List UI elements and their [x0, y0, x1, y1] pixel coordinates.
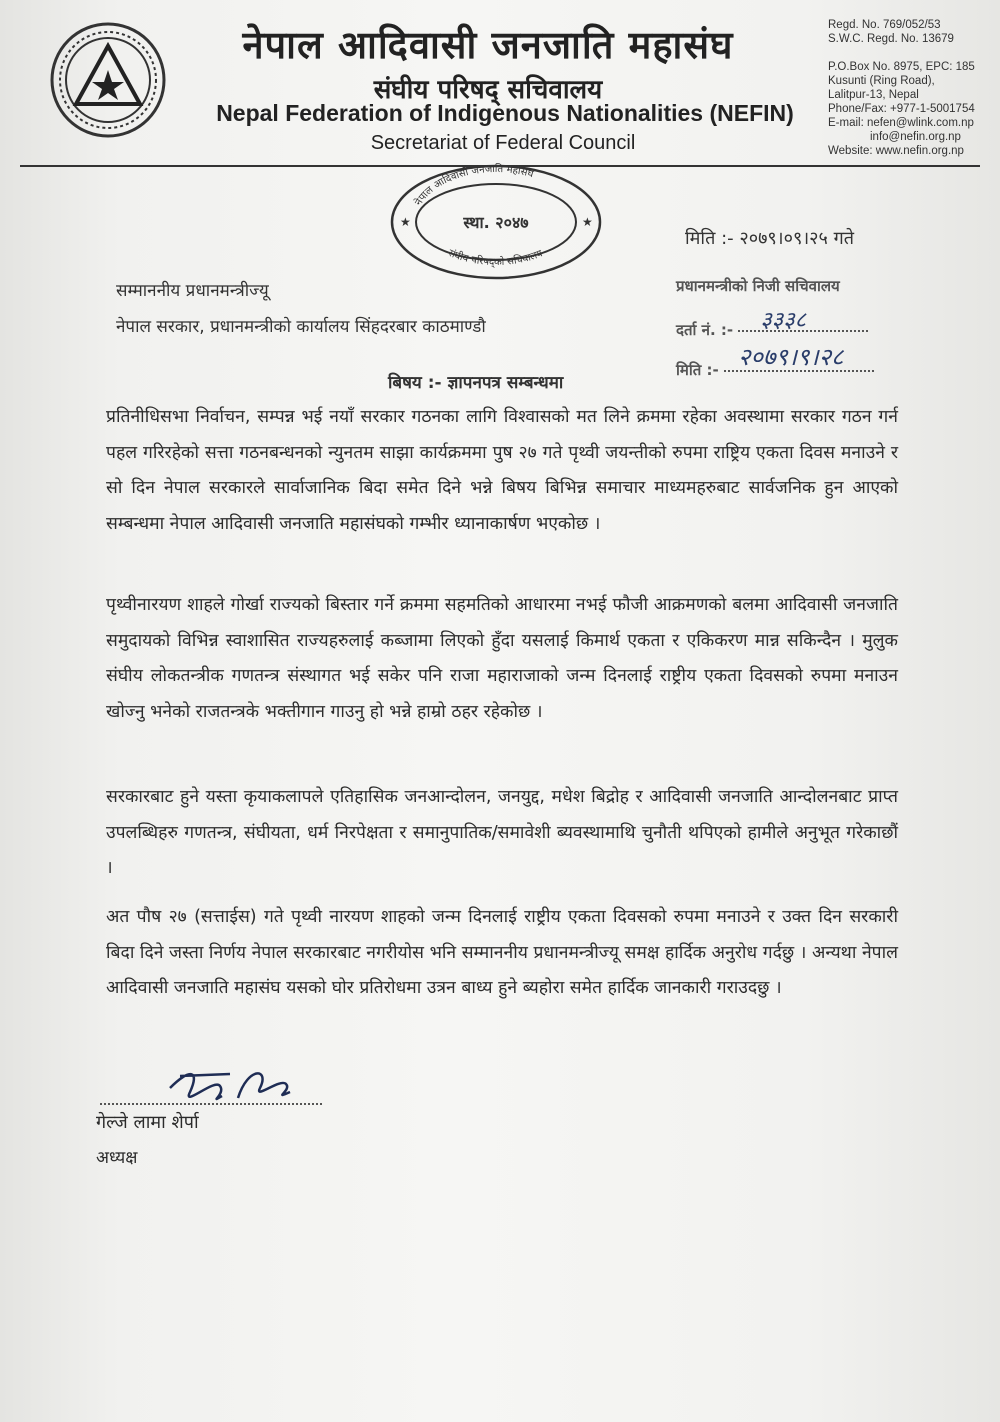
body-paragraph-3: सरकारबाट हुने यस्ता कृयाकलापले एतिहासिक जनआन्दोलन, जनयुद्द, मधेश बिद्रोह र आदिवासी जनजाति आन्दोलनबाट प्राप्त उपलब्धिहरु गणतन्त्र, संघीयता, धर्म निरपेक्षता र समानुपातिक/समावेशी ब्यवस्थामाथि चुनौती थपिएको हामीले अनुभूत गरेकाछौं ।: [106, 787, 898, 878]
po-box: P.O.Box No. 8975, EPC: 185: [828, 61, 975, 73]
letterhead-title-english: Nepal Federation of Indigenous Nationalities (NEFIN): [216, 100, 794, 126]
svg-text:संघीय परिषद्को सचिवालय: [446, 247, 544, 269]
receipt-date-label: मिति :-: [676, 361, 719, 379]
letter-subject: बिषय :- ज्ञापनपत्र सम्बन्धमा: [388, 373, 564, 393]
email-1: E-mail: nefen@wlink.com.np: [828, 117, 974, 129]
addressee-line-1: सम्माननीय प्रधानमन्त्रीज्यू: [116, 281, 269, 301]
receipt-office: प्रधानमन्त्रीको निजी सचिवालय: [676, 277, 840, 295]
receipt-date-row: [676, 343, 874, 380]
seal-center-text: स्था. २०४७: [463, 213, 529, 232]
letterhead-subtitle-nepali: संघीय परिषद् सचिवालय: [373, 75, 603, 105]
nefin-logo-icon: [48, 20, 168, 140]
svg-text:★: ★: [582, 215, 593, 229]
receipt-number-label: दर्ता नं. :-: [676, 321, 734, 339]
phone-fax: Phone/Fax: +977-1-5001754: [828, 103, 975, 115]
receipt-number-value: ३३३८: [760, 308, 807, 333]
organization-seal-icon: [386, 160, 606, 280]
receipt-number-row: [676, 308, 868, 340]
regd-number: Regd. No. 769/052/53: [828, 19, 941, 31]
signature-line: [100, 1103, 322, 1105]
address-line-1: Kusunti (Ring Road),: [828, 75, 935, 87]
body-paragraph-1: प्रतिनीधिसभा निर्वाचन, सम्पन्न भई नयाँ सरकार गठनका लागि विश्वासको मत लिने क्रममा रहेका अवस्थामा सरकार गठन गर्न पहल गरिरहेको सत्ता गठनबन्धनको न्युनतम साझा कार्यक्रममा पुष २७ गते पृथ्वी जयन्तीको रुपमा राष्ट्रिय एकता दिवस मनाउने र सो दिन नेपाल सरकारले सार्वाजानिक बिदा समेत दिने भन्ने बिषय बिभिन्न समाचार माध्यमहरुबाट सार्वजनिक हुन आएको सम्बन्धमा नेपाल आदिवासी जनजाति महासंघको गम्भीर ध्यानाकार्षण भएकोछ ।: [106, 407, 898, 534]
website: Website: www.nefin.org.np: [828, 145, 964, 157]
address-line-2: Lalitpur-13, Nepal: [828, 89, 919, 101]
signatory-name: गेल्जे लामा शेर्पा: [96, 1112, 199, 1133]
body-paragraph-4: अत पौष २७ (सत्ताईस) गते पृथ्वी नारयण शाहको जन्म दिनलाई राष्ट्रीय एकता दिवसको रुपमा मनाउने र उक्त दिन सरकारी बिदा दिने जस्ता निर्णय नेपाल सरकारबाट नगरीयोस भनि सम्माननीय प्रधानमन्त्रीज्यू समक्ष हार्दिक अनुरोध गर्दछु । अन्यथा नेपाल आदिवासी जनजाति महासंघ यसको घोर प्रतिरोधमा उत्रन बाध्य हुने ब्यहोरा समेत हार्दिक जानकारी गराउदछु ।: [106, 907, 898, 998]
seal-top-text: नेपाल आदिवासी जनजाति महासंघ: [413, 163, 535, 208]
signatory-position: अध्यक्ष: [96, 1148, 138, 1168]
addressee-line-2: नेपाल सरकार, प्रधानमन्त्रीको कार्यालय सिंहदरबार काठमाण्डौ: [116, 317, 486, 337]
contact-block: [828, 18, 998, 158]
receipt-date-value: २०७९।९।२८: [737, 343, 844, 371]
email-2: info@nefin.org.np: [870, 131, 961, 143]
letterhead-subtitle-english: Secretariat of Federal Council: [370, 132, 636, 154]
letter-date: मिति :- २०७९।०९।२५ गते: [685, 228, 854, 249]
receipt-date-dots: [724, 343, 874, 372]
seal-bottom-text: संघीय परिषद्को सचिवालय: [446, 247, 545, 269]
body-paragraph-2: पृथ्वीनारयण शाहले गोर्खा राज्यको बिस्तार गर्ने क्रममा सहमतिको आधारमा नभई फौजी आक्रमणको बलमा आदिवासी जनजाति समुदायको विभिन्न स्वाशासित राज्यहरुलाई कब्जामा लिएको हुँदा यसलाई किमार्थ एकता र एकिकरण मान्न सकिन्दैन । मुलुक संघीय लोकतन्त्रीक गणतन्त्र संस्थागत भई सकेर पनि राजा महाराजाको जन्म दिनलाई राष्ट्रीय एकता दिवसको रुपमा मनाउन खोज्नु भनेको राजतन्त्रके भक्तीगान गाउनु हो भन्ने हाम्रो ठहर रहेकोछ ।: [106, 595, 898, 722]
swc-regd-number: S.W.C. Regd. No. 13679: [828, 33, 954, 45]
receipt-number-dots: [738, 308, 868, 333]
letterhead-title-nepali: नेपाल आदिवासी जनजाति महासंघ: [242, 23, 734, 67]
svg-text:★: ★: [400, 215, 411, 229]
